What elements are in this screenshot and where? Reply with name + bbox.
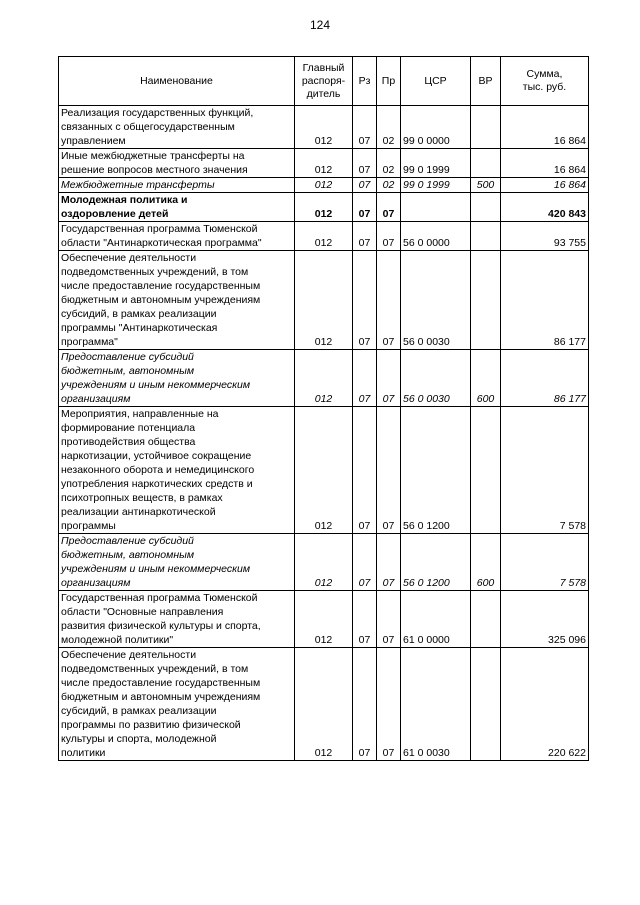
header-csr: ЦСР	[401, 57, 471, 106]
row-rz: 07	[353, 178, 377, 193]
row-csr: 61 0 0000	[401, 591, 471, 648]
table-row	[59, 222, 589, 251]
table-row	[59, 591, 589, 648]
header-rz: Рз	[353, 57, 377, 106]
table-row	[59, 648, 589, 761]
row-admin: 012	[295, 407, 353, 534]
row-csr	[401, 193, 471, 222]
row-sum: 86 177	[501, 251, 589, 350]
row-pr: 07	[377, 648, 401, 761]
row-sum: 16 864	[501, 149, 589, 178]
row-csr: 99 0 0000	[401, 106, 471, 149]
table-row	[59, 178, 589, 193]
row-pr: 07	[377, 407, 401, 534]
row-vr	[471, 149, 501, 178]
row-admin: 012	[295, 149, 353, 178]
row-name: Реализация государственных функций, связанных с общегосударственным управлением	[59, 106, 295, 149]
row-admin: 012	[295, 648, 353, 761]
row-csr: 99 0 1999	[401, 149, 471, 178]
row-name: Молодежная политика и оздоровление детей	[59, 193, 295, 222]
table-row	[59, 251, 589, 350]
row-name: Обеспечение деятельности подведомственных учреждений, в том числе предоставление государственным бюджетным и автономным учреждениям субсидий, в рамках реализации программы по развитию физической культуры и спорта, молодежной политики	[59, 648, 295, 761]
row-pr: 07	[377, 350, 401, 407]
row-vr	[471, 193, 501, 222]
row-pr: 07	[377, 193, 401, 222]
row-sum: 7 578	[501, 407, 589, 534]
row-sum: 7 578	[501, 534, 589, 591]
row-admin: 012	[295, 251, 353, 350]
row-csr: 56 0 0000	[401, 222, 471, 251]
row-name: Иные межбюджетные трансферты на решение вопросов местного значения	[59, 149, 295, 178]
row-name: Межбюджетные трансферты	[59, 178, 295, 193]
row-admin: 012	[295, 534, 353, 591]
row-admin: 012	[295, 193, 353, 222]
row-rz: 07	[353, 106, 377, 149]
header-pr: Пр	[377, 57, 401, 106]
row-admin: 012	[295, 350, 353, 407]
row-name: Предоставление субсидий бюджетным, автономным учреждениям и иным некоммерческим организациям	[59, 350, 295, 407]
header-admin: Главный распоря- дитель	[295, 57, 353, 106]
header-sum: Сумма, тыс. руб.	[501, 57, 589, 106]
row-rz: 07	[353, 251, 377, 350]
row-pr: 07	[377, 222, 401, 251]
table-row	[59, 193, 589, 222]
row-vr: 500	[471, 178, 501, 193]
table-row	[59, 149, 589, 178]
row-pr: 07	[377, 591, 401, 648]
row-vr	[471, 222, 501, 251]
table-body	[59, 106, 589, 761]
row-sum: 93 755	[501, 222, 589, 251]
row-name: Обеспечение деятельности подведомственных учреждений, в том числе предоставление государственным бюджетным и автономным учреждениям субсидий, в рамках реализации программы "Антинаркотическая программа"	[59, 251, 295, 350]
table-row	[59, 350, 589, 407]
budget-table	[58, 56, 589, 761]
row-sum: 220 622	[501, 648, 589, 761]
header-name: Наименование	[59, 57, 295, 106]
row-rz: 07	[353, 534, 377, 591]
row-name: Предоставление субсидий бюджетным, автономным учреждениям и иным некоммерческим организациям	[59, 534, 295, 591]
row-sum: 325 096	[501, 591, 589, 648]
row-rz: 07	[353, 149, 377, 178]
row-csr: 56 0 1200	[401, 534, 471, 591]
row-csr: 56 0 1200	[401, 407, 471, 534]
row-rz: 07	[353, 407, 377, 534]
row-csr: 61 0 0030	[401, 648, 471, 761]
row-pr: 02	[377, 178, 401, 193]
row-vr	[471, 407, 501, 534]
row-admin: 012	[295, 591, 353, 648]
row-vr	[471, 648, 501, 761]
row-pr: 02	[377, 106, 401, 149]
header-vr: ВР	[471, 57, 501, 106]
row-sum: 420 843	[501, 193, 589, 222]
row-sum: 86 177	[501, 350, 589, 407]
row-csr: 99 0 1999	[401, 178, 471, 193]
row-rz: 07	[353, 648, 377, 761]
row-name: Государственная программа Тюменской области "Основные направления развития физической культуры и спорта, молодежной политики"	[59, 591, 295, 648]
row-sum: 16 864	[501, 106, 589, 149]
row-admin: 012	[295, 106, 353, 149]
page-number: 124	[309, 18, 331, 32]
row-pr: 07	[377, 251, 401, 350]
header-row	[59, 57, 589, 106]
row-vr	[471, 591, 501, 648]
row-pr: 02	[377, 149, 401, 178]
table-row	[59, 106, 589, 149]
table-row	[59, 534, 589, 591]
row-rz: 07	[353, 222, 377, 251]
row-vr	[471, 106, 501, 149]
row-rz: 07	[353, 193, 377, 222]
row-csr: 56 0 0030	[401, 350, 471, 407]
row-name: Мероприятия, направленные на формирование потенциала противодействия общества наркотизации, устойчивое сокращение незаконного оборота и немедицинского употребления наркотических средств и психотропных веществ, в рамках реализации антинаркотической программы	[59, 407, 295, 534]
row-rz: 07	[353, 350, 377, 407]
row-csr: 56 0 0030	[401, 251, 471, 350]
row-vr: 600	[471, 534, 501, 591]
row-pr: 07	[377, 534, 401, 591]
row-admin: 012	[295, 178, 353, 193]
row-rz: 07	[353, 591, 377, 648]
row-name: Государственная программа Тюменской области "Антинаркотическая программа"	[59, 222, 295, 251]
row-admin: 012	[295, 222, 353, 251]
row-vr: 600	[471, 350, 501, 407]
row-vr	[471, 251, 501, 350]
row-sum: 16 864	[501, 178, 589, 193]
table-row	[59, 407, 589, 534]
